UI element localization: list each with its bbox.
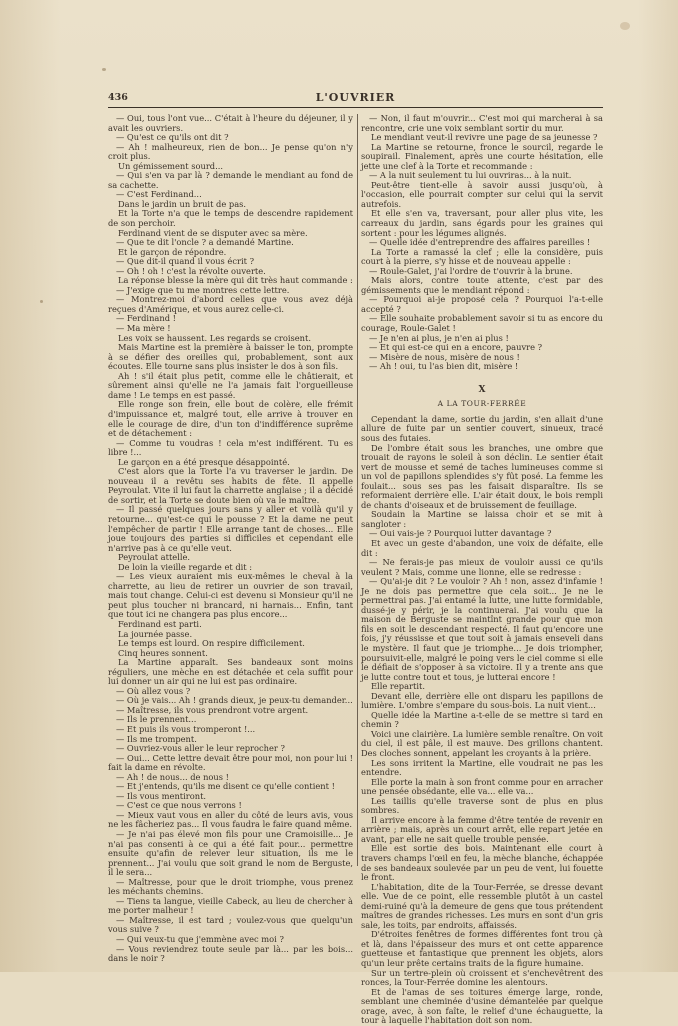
paragraph: Les voix se haussent. Les regards se croisent.	[118, 332, 311, 343]
paragraph: La réponse blesse la mère qui dit très haut commande :	[118, 275, 353, 286]
running-header	[108, 92, 603, 106]
left-column	[108, 113, 353, 964]
paragraph: — Tiens ta langue, vieille Cabeck, au lieu de chercher à me porter malheur !	[108, 895, 353, 916]
paragraph: Et la Torte n'a que le temps de descendre rapidement de son perchoir.	[108, 208, 353, 229]
paragraph: Cinq heures sonnent.	[118, 647, 208, 658]
paragraph: Quelle idée la Martine a-t-elle de se mettre si tard en chemin ?	[361, 709, 603, 730]
paragraph: — Maîtresse, il est tard ; voulez-vous que quelqu'un vous suive ?	[108, 914, 353, 935]
paragraph: — Ils le prennent...	[116, 714, 197, 725]
paragraph: — Ah ! malheureux, rien de bon... Je pense qu'on n'y croit plus.	[108, 141, 353, 162]
right-column-top-text	[361, 114, 603, 372]
paragraph: D'étroites fenêtres de formes différentes font trou çà et là, dans l'épaisseur des murs et ont cette apparence guetteuse et fantastique que prennent les objets, alors qu'un leur prête certains traits de la figure humaine.	[361, 929, 603, 969]
paragraph: Les taillis qu'elle traverse sont de plus en plus sombres.	[361, 795, 603, 816]
paragraph: C'est alors que la Torte l'a vu traverser le jardin. De nouveau il a revêtu ses habits de fête. Il appelle Peyroulat. Vite il lui faut la charrette anglaise ; il a décidé de sortir, et la Torte se doute bien où va le maître.	[108, 466, 353, 505]
paragraph: Elle ronge son frein, elle bout de colère, elle frémit d'impuissance et, malgré tout, elle arrive à trouver en elle le courage de dire, d'un ton d'indifférence suprême et de détachement :	[108, 399, 353, 439]
paragraph: Elle porte la main à son front comme pour en arracher une pensée obsédante, elle va... elle va...	[361, 776, 603, 797]
paragraph: — Et qui est-ce qui en a encore, pauvre ?	[369, 342, 543, 353]
paragraph: Dans le jardin un bruit de pas.	[118, 198, 247, 209]
paper-edge-stain-right	[638, 0, 678, 972]
paragraph: Ferdinand est parti.	[118, 618, 202, 629]
ink-speck	[102, 68, 106, 71]
paragraph: — Oui... Cette lettre devait être pour moi, non pour lui ! fait la dame en révolte.	[108, 752, 353, 773]
paragraph: — Ferdinand !	[116, 313, 176, 324]
ink-speck	[620, 22, 630, 30]
paragraph: — Et puis ils vous tromperont !...	[116, 724, 256, 734]
paragraph: — Où je vais... Ah ! grands dieux, je peux-tu demander...	[116, 695, 353, 706]
paragraph: — Ma mère !	[116, 323, 171, 334]
paragraph: Ah ! s'il était plus petit, comme elle le châtierait, et sûrement ainsi qu'elle ne l'a jamais fait l'orgueilleuse dame ! Le temps en est passé.	[108, 370, 353, 400]
paragraph: — Oui vais-je ? Pourquoi lutter davantage ?	[369, 528, 552, 539]
paragraph: Ferdinand vient de se disputer avec sa mère.	[118, 227, 308, 238]
paragraph: — Ouvriez-vous aller le leur reprocher ?	[116, 743, 285, 754]
paragraph: Et elle s'en va, traversant, pour aller plus vite, les carreaux du jardin, sans égards pour les graines qui sortent : pour les légumes alignés.	[361, 208, 603, 238]
paragraph: — Oh ! oh ! c'est la révolte ouverte.	[116, 265, 266, 276]
paragraph: De loin la vieille regarde et dit :	[118, 561, 253, 572]
paragraph: Il arrive encore à la femme d'être tentée de revenir en arrière ; mais, après un court arrêt, elle repart jetée en avant, par elle ne sait quelle trouble pensée.	[361, 814, 603, 844]
paragraph: — Il passé quelques jours sans y aller et voilà qu'il y retourne... qu'est-ce qui le pousse ? Et la dame ne peut l'empêcher de partir ! Elle arrange tant de choses... Elle joue toujours des parties si difficiles et cependant elle n'arrive pas à ce qu'elle veut.	[108, 504, 353, 553]
paragraph: Cependant la dame, sortie du jardin, s'en allait d'une allure de fuite par un sentier couvert, sinueux, tracé sous des futaies.	[361, 413, 603, 443]
paragraph: Les sons irritent la Martine, elle voudrait ne pas les entendre.	[361, 757, 603, 778]
paragraph: — Que dit-il quand il vous écrit ?	[116, 256, 255, 267]
paragraph: — Les vieux auraient mis eux-mêmes le cheval à la charrette, au lieu de retirer un ouvrier de son travail, mais tout change. Celui-ci est devenu si Monsieur qu'il ne peut plus toucher ni brancard, ni harnais... Enfin, tant que tout ici ne changera pas plus encore...	[108, 571, 353, 620]
column-divider	[357, 114, 358, 866]
paragraph: — Où allez vous ?	[116, 685, 191, 696]
page-number: 436	[108, 92, 128, 103]
paragraph: Elle est sortie des bois. Maintenant elle court à travers champs l'œil en feu, la mèche blanche, échappée de ses bandeaux soulevée par un peu de vent, lui fouette le front.	[361, 843, 603, 883]
paragraph: — Maîtresse, ils vous prendront votre argent.	[116, 704, 309, 715]
paragraph: — Comme tu voudras ! cela m'est indifférent. Tu es libre !...	[108, 437, 353, 458]
paragraph: La Martine se retourne, fronce le sourcil, regarde le soupirail. Finalement, après une courte hésitation, elle jette une clef à la Torte et recommande :	[361, 141, 603, 171]
paragraph: Soudain la Martine se laissa choir et se mit à sangloter :	[361, 509, 603, 529]
paragraph: La Martine apparaît. Ses bandeaux sont moins réguliers, une mèche en est détachée et cela suffit pour lui donner un air qui ne lui est pas ordinaire.	[108, 657, 353, 687]
paragraph: Le temps est lourd. On respire difficilement.	[118, 638, 305, 649]
paragraph: — Mieux vaut vous en aller du côté de leurs avis, vous ne les fâcheriez pas... Il vous faudra le faire quand même.	[108, 809, 353, 830]
paragraph: — Misère de nous, misère de nous !	[369, 351, 520, 362]
header-rule	[108, 107, 603, 108]
paragraph: — Montrez-moi d'abord celles que vous avez déjà reçues d'Amérique, et vous aurez celle-ci.	[108, 294, 353, 314]
ink-speck	[40, 300, 43, 303]
paragraph: Et de l'amas de ses toitures émerge large, ronde, semblant une cheminée d'usine démantelée par quelque orage, avec, à son faîte, le relief d'une échauguette, la tour à laquelle l'habitation doit son nom.	[361, 986, 603, 1026]
paragraph: Peyroulat attelle.	[118, 552, 191, 563]
paragraph: — Qui veux-tu que j'emmène avec moi ?	[116, 934, 284, 945]
paragraph: Et le garçon de répondre.	[118, 246, 227, 257]
paragraph: Le garçon en a été presque désappointé.	[118, 456, 290, 467]
paragraph: Sur un tertre-plein où croissent et s'enchevêtrent des ronces, la Tour-Ferrée domine les alentours.	[361, 967, 603, 988]
paragraph: — Qu'est ce qu'ils ont dit ?	[116, 132, 229, 143]
paragraph: Elle repartit.	[371, 681, 425, 692]
section-number: X	[478, 384, 486, 395]
paragraph: Le mendiant veut-il revivre une page de sa jeunesse ?	[371, 132, 598, 143]
paragraph: — Ah ! de nous... de nous !	[116, 771, 229, 782]
paragraph: — Qu'ai-je dit ? Le vouloir ? Ah ! non, assez d'infamie ! Je ne dois pas permettre que cela soit... Je ne le permettrai pas. J'ai entamé la lutte, une lutte formidable, dussé-je y périr, je la continuerai. J'ai voulu que la maison de Berguste se maintînt grande pour que mon fils en soit le descendant respecté. Il faut qu'encore une fois, j'y réussisse et que tout soit à jamais enseveli dans le mystère. Il faut que je triomphe... Je dois triompher, poursuivit-elle, malgré le poing vers le ciel comme si elle le défiait de s'opposer à sa victoire. Il y a trente ans que je lutte contre tout et tous, je lutterai encore !	[361, 576, 603, 682]
paragraph: — Elle souhaite probablement savoir si tu as encore du courage, Roule-Galet !	[361, 313, 603, 334]
paragraph: — Je n'ai pas élevé mon fils pour une Cramoisille... Je n'ai pas consenti à ce qui a été fait pour... permettre ensuite qu'afin de relever leur situation, ils me le prennent... J'ai voulu que soit grand le nom de Berguste, il le sera...	[108, 829, 353, 878]
paragraph: — Ah ! oui, tu l'as bien dit, misère !	[369, 361, 519, 372]
paragraph: — Pourquoi ai-je proposé cela ? Pourquoi l'a-t-elle accepté ?	[361, 294, 603, 314]
paragraph: Peut-être tient-elle à savoir aussi jusqu'où, à l'occasion, elle pourrait compter sur celui qui la servit autrefois.	[361, 179, 603, 209]
paragraph: L'habitation, dite de la Tour-Ferrée, se dresse devant elle. Vue de ce point, elle ressemble plutôt à un castel demi-ruiné qu'à la demeure de gens que tous prétendent maîtres de grandes richesses. Les murs en sont d'un gris sale, les toits, par endroits, affaissés.	[361, 881, 603, 930]
paragraph: Mais Martine est la première à baisser le ton, prompte à se défier des oreilles qui, probablement, sont aux écoutes. Elle tourne sans plus insister le dos à son fils.	[108, 342, 353, 372]
paragraph: Un gémissement sourd...	[118, 160, 224, 171]
paragraph: — Quelle idée d'entreprendre des affaires pareilles !	[369, 237, 591, 248]
paragraph: Mais alors, contre toute attente, c'est par des gémissements que le mendiant répond :	[361, 275, 603, 295]
section-title: A LA TOUR-FERRÉE	[437, 399, 527, 409]
paragraph: — A la nuit seulement tu lui ouvriras... à la nuit.	[369, 170, 572, 181]
paragraph: — Vous reviendrez toute seule par là... par les bois... dans le noir ?	[108, 943, 353, 964]
paragraph: Voici une clairière. La lumière semble renaître. On voit du ciel, il est pâle, il est mauve. Des grillons chantent. Des cloches sonnent, appelant les croyants à la prière.	[361, 728, 603, 758]
paragraph: La journée passe.	[118, 628, 193, 639]
paper-edge-stain-left	[0, 0, 60, 972]
running-title: L'OUVRIER	[315, 91, 396, 104]
paragraph: — Et j'entends, qu'ils me disent ce qu'elle contient !	[116, 781, 335, 792]
paragraph: — Maîtresse, pour que le droit triomphe, vous prenez les méchants chemins.	[108, 876, 353, 897]
paragraph: Devant elle, derrière elle ont disparu les papillons de lumière. L'ombre s'empare du sous-bois. La nuit vient...	[361, 690, 603, 711]
paragraph: — Que te dit l'oncle ? a demandé Martine.	[116, 237, 294, 248]
paragraph: — C'est Ferdinand...	[116, 189, 202, 200]
right-column-bottom-text	[361, 415, 603, 1026]
paragraph: — C'est ce que nous verrons !	[116, 800, 242, 811]
paragraph: Et avec un geste d'abandon, une voix de défaite, elle dit :	[361, 537, 603, 558]
paragraph: — Ils vous mentiront.	[116, 790, 207, 801]
paragraph: De l'ombre était sous les branches, une ombre que trouait de rayons le soleil à son déclin. Le sentier était vert de mousse et semé de taches lumineuses comme si un vol de papillons splendides s'y fût posé. La femme les foulait... sous ses pas les faisait disparaître. Ils se reformaient derrière elle. L'air était doux, le bois rempli de chants d'oiseaux et de bruissement de feuillage.	[361, 442, 603, 510]
paragraph: — Qui s'en va par là ? demande le mendiant au fond de sa cachette.	[108, 170, 353, 190]
paragraph: — Non, il faut m'ouvrir... C'est moi qui marcherai à sa rencontre, crie une voix semblant sortir du mur.	[361, 113, 603, 133]
paragraph: — Ne ferais-je pas mieux de vouloir aussi ce qu'ils veulent ? Mais, comme une lionne, elle se redresse :	[361, 557, 603, 577]
paragraph: — Oui, tous l'ont vue... C'était à l'heure du déjeuner, il y avait les ouvriers.	[108, 113, 353, 133]
paragraph: — Je n'en ai plus, je n'en ai plus !	[369, 332, 509, 343]
paragraph: La Torte a ramassé la clef ; elle la considère, puis court à la pierre, s'y hisse et de nouveau appelle :	[361, 246, 603, 267]
paragraph: — Ils me trompent.	[116, 733, 197, 744]
right-column	[361, 113, 603, 1026]
paragraph: — J'exige que tu me montres cette lettre.	[116, 284, 290, 295]
paragraph: — Roule-Galet, j'ai l'ordre de t'ouvrir à la brune.	[369, 265, 573, 276]
